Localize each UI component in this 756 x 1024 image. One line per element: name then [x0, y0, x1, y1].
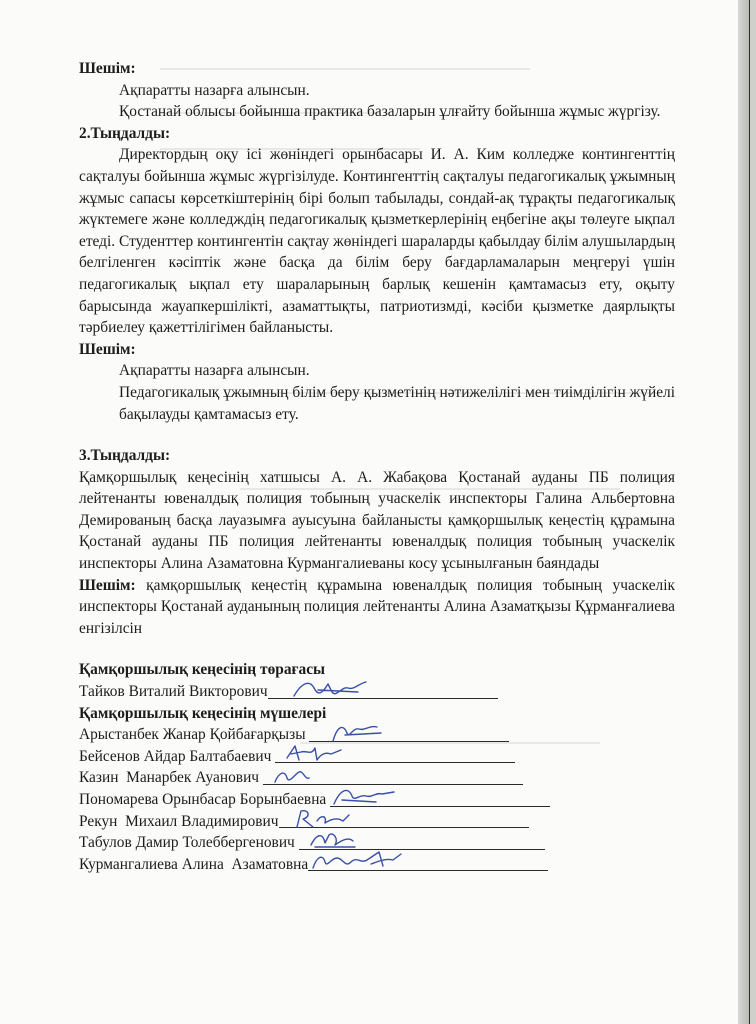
signatory-name: Пономарева Орынбасар Борынбаевна: [79, 791, 331, 808]
decision-line: Қостанай облысы бойынша практика базаларын ұлғайту бойынша жұмыс жүргізу.: [119, 103, 661, 121]
members-heading: Қамқоршылық кеңесінің мүшелері: [79, 704, 327, 722]
signatory-name: Рекун Михаил Владимирович: [79, 812, 279, 830]
scan-edge: [738, 0, 756, 1024]
signatory-name: Бейсенов Айдар Балтабаевич: [79, 747, 276, 765]
signatory-name: Казин Манарбек Ауанович: [79, 769, 263, 787]
signature-row: [79, 746, 675, 768]
signatory-name: Табулов Дамир Толеббергенович: [79, 834, 299, 852]
signature-row: [79, 681, 675, 703]
signature-line: [268, 684, 498, 699]
signatory-name: Арыстанбек Жанар Қойбағарқызы: [79, 726, 310, 744]
signatory-name: Тайков Виталий Викторович: [79, 683, 268, 701]
handwritten-signature: [302, 846, 412, 876]
decision-text: қамқоршылық кеңестің құрамына ювеналдық полиция тобының учаскелік инспекторы Қостанай ауданының полиция лейтенанты Алина Азаматқызы Құрманғалиева енгізілсін: [79, 576, 675, 637]
document-body: [79, 58, 675, 875]
section-body: Қамқоршылық кеңесінің хатшысы А. А. Жабақова Қостанай ауданы ПБ полиция лейтенанты ювеналдық полиция тобының учаскелік инспекторы Галина Альбертовна Демированың басқа лауазымға ауысуына байланысты қамқоршылық кеңестің құрамына Қостанай ауданы ПБ полиция лейтенанты ювеналдық полиция тобының учаскелік инспекторы Алина Азаматовна Курмангалиеваны косу ұсынылғанын баяндады: [79, 468, 675, 573]
section-body: Директордың оқу ісі жөніндегі орынбасары И. А. Ким колледже контингенттің сақталуы бойынша жұмыс жүргізілуде. Контингенттің сақталуы педагогикалық ұжымның жұмыс сапасы көрсеткіштерінің бірі болып табылады, сондай-ақ тұрақты педагогикалық жүктемеге және колледждің педагогикалық қызметкерлерінің еңбегіне ақы төлеуге ықпал етеді. Студенттер контингентін сақтау жөніндегі шараларды қабылдау білім алушылардың белгіленген кәсіптік және басқа да білім беру бағдарламаларын меңгеруі үшін педагогикалық ықпал ету шараларының барлық кешенін қамтамасыз ету, оқыту барысында жауапкершілікті, азаматтықты, патриотизмді, кәсіби қызметке даярлықты тәрбиелеу қажеттілігімен байланысты.: [79, 146, 675, 337]
signature-line: [308, 856, 548, 871]
chair-heading: Қамқоршылық кеңесінің төрағасы: [79, 661, 326, 679]
decision-label: Шешім:: [79, 60, 136, 77]
decision-line: Ақпаратты назарға алынсын.: [119, 81, 310, 99]
decision-label: Шешім:: [79, 576, 136, 594]
decision-line: Педагогикалық ұжымның білім беру қызметінің нәтижелілігі мен тиімділігін жүйелі бақылауды қамтамасыз ету.: [119, 383, 675, 423]
signature-row: [79, 854, 675, 876]
decision-line: Ақпаратты назарға алынсын.: [119, 362, 310, 380]
section-heading: 2.Тыңдалды:: [79, 124, 171, 142]
signatory-name: Курмангалиева Алина Азаматовна: [79, 855, 309, 873]
section-heading: 3.Тыңдалды:: [79, 447, 171, 465]
decision-paragraph: [79, 575, 675, 640]
decision-label: Шешім:: [79, 340, 136, 358]
handwritten-signature: [288, 674, 384, 704]
